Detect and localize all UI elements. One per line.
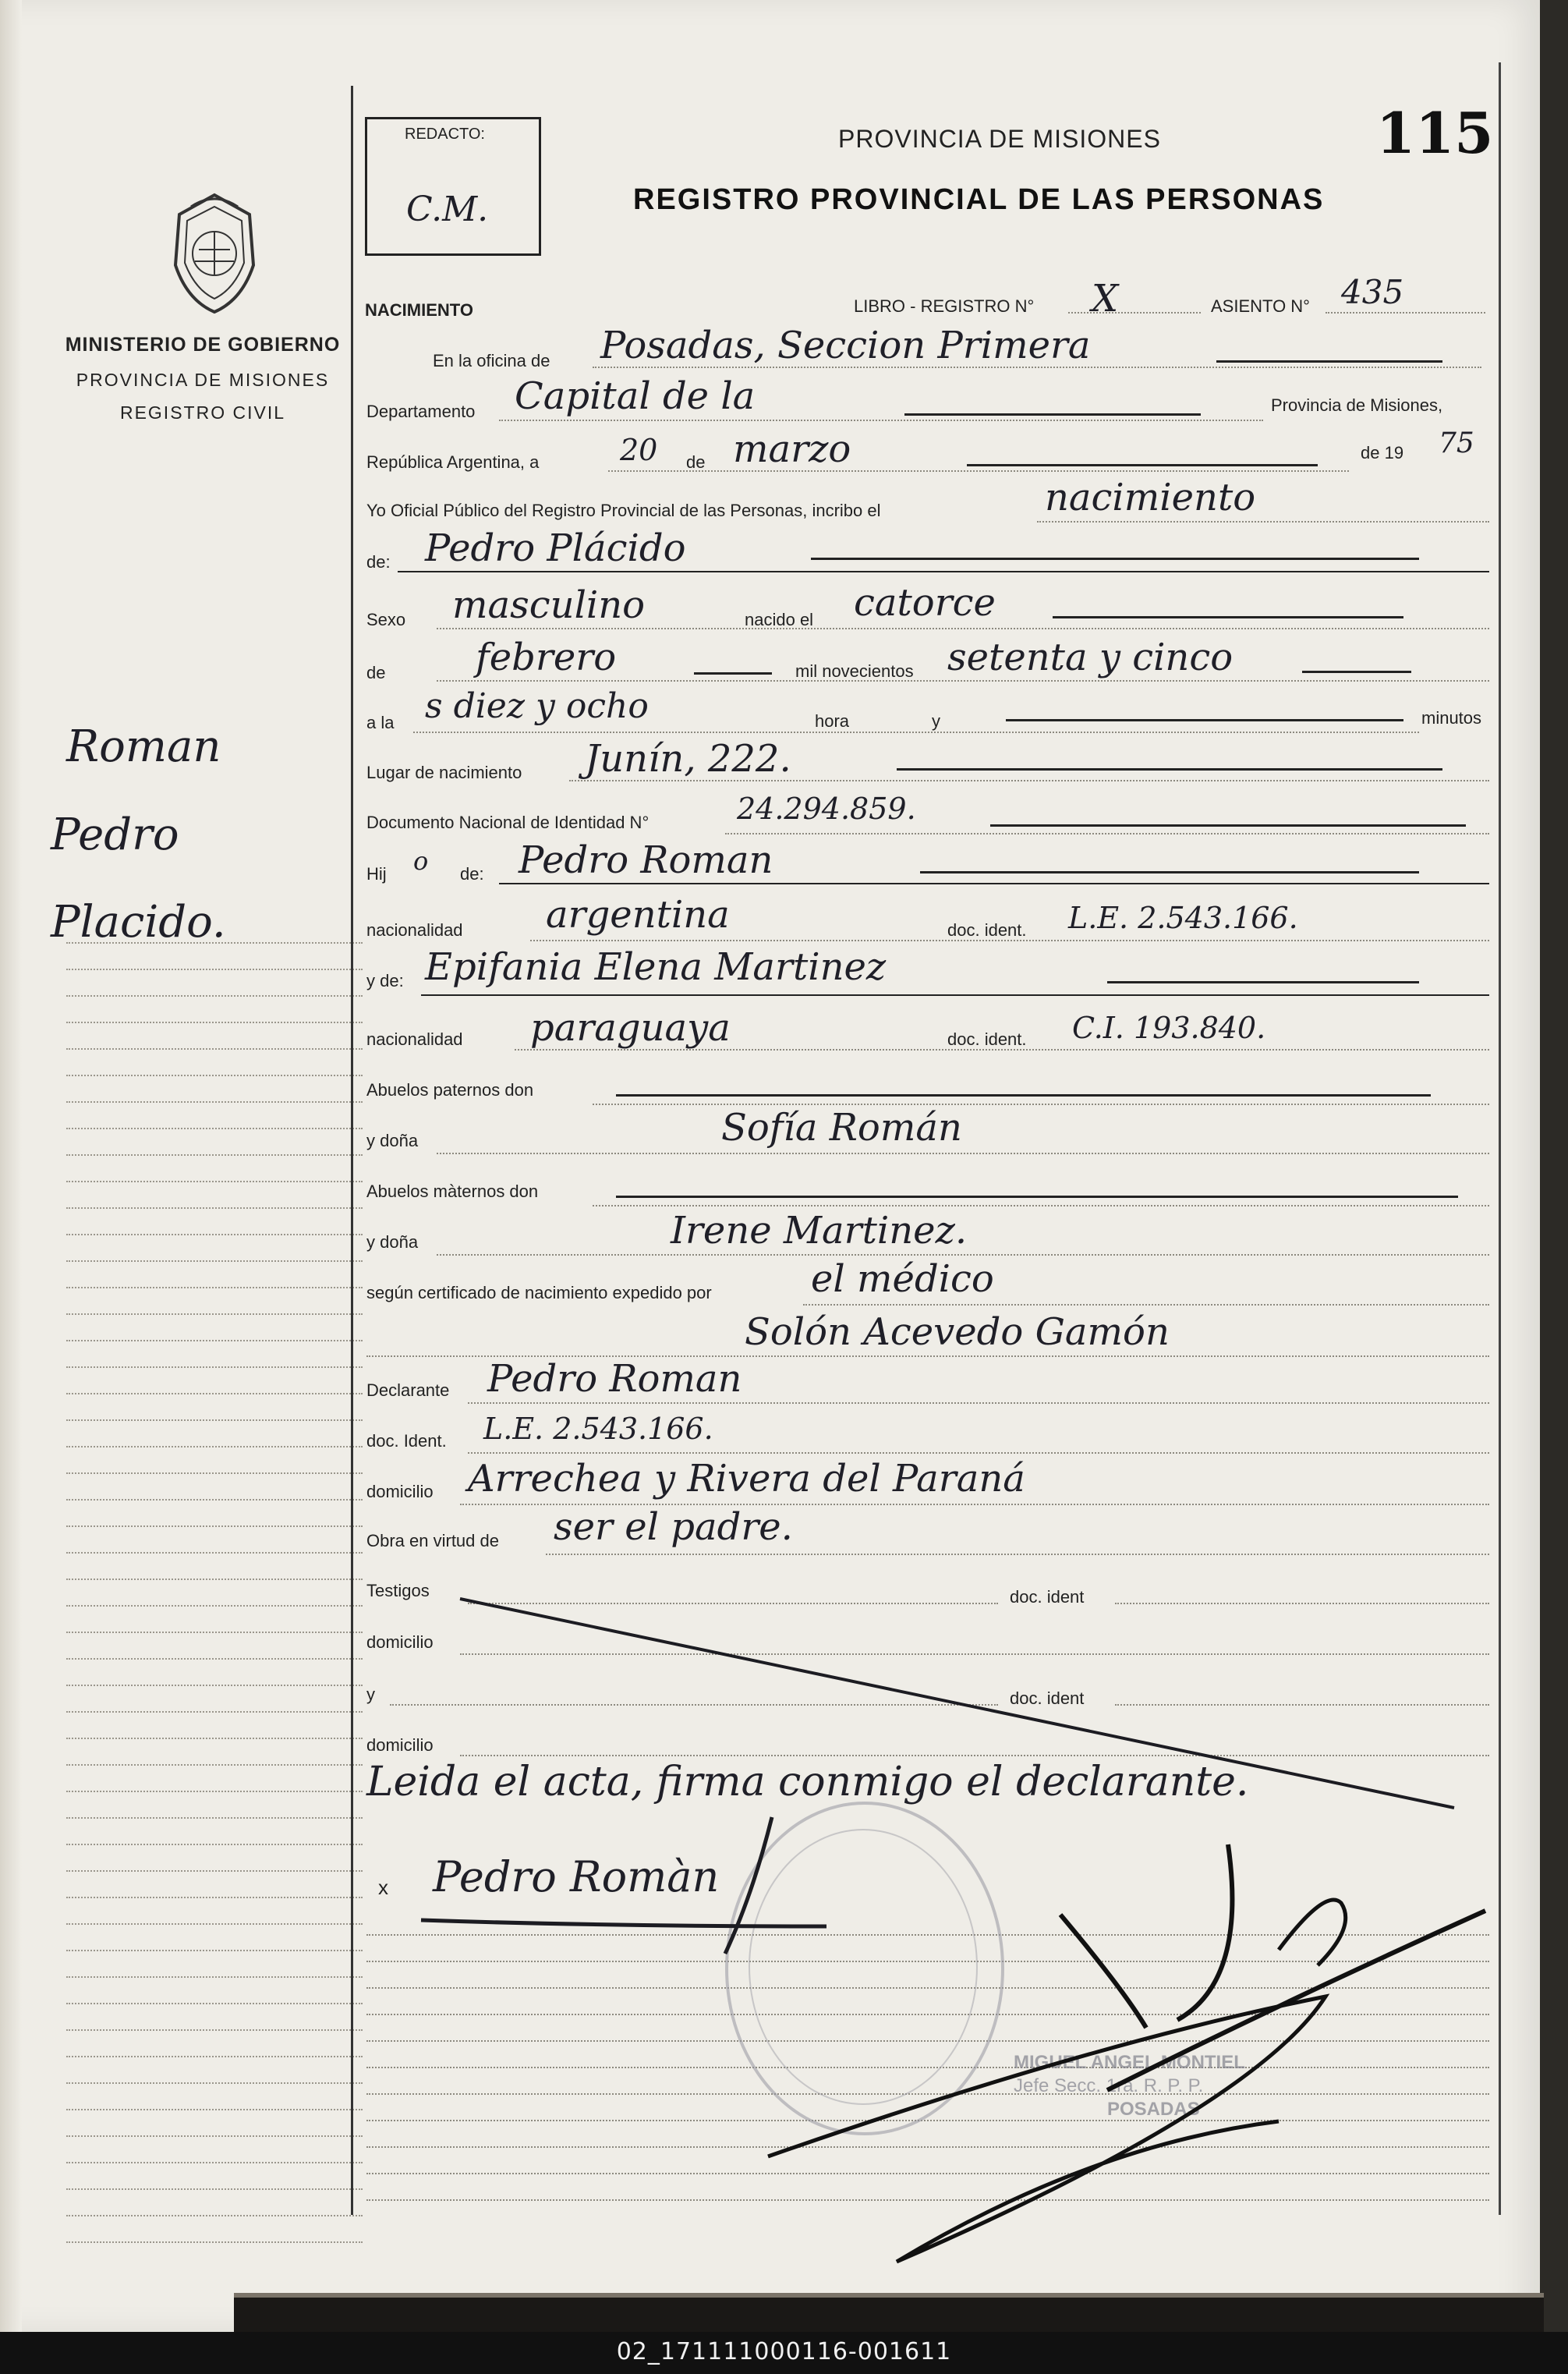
margin-panel (23, 0, 351, 2285)
anio-nac-line (1302, 671, 1411, 673)
margin-given-name: Pedro (51, 810, 179, 860)
obra-dots (546, 1554, 1489, 1555)
margin-ruled-line (66, 1472, 363, 1474)
libro-label: LIBRO - REGISTRO N° (854, 296, 1035, 316)
footer-strip (0, 2332, 1568, 2374)
abuela-materna-dots (437, 1254, 1489, 1256)
lugar-dots (569, 780, 1489, 781)
testigos-label: Testigos (366, 1581, 430, 1600)
coat-of-arms-icon (164, 191, 265, 316)
declarante-signature: Pedro Romàn (433, 1852, 720, 1901)
nombre-underline (398, 571, 1489, 572)
page-edge (0, 0, 22, 2332)
margin-ruled-line (66, 1048, 363, 1050)
nombre-line (811, 558, 1419, 560)
book-binding (234, 2293, 1544, 2337)
margin-ruled-line (66, 1287, 363, 1288)
mil-label: mil novecientos (795, 661, 914, 681)
record-type-label: NACIMIENTO (365, 300, 473, 320)
testigo1-domicilio-label: domicilio (366, 1632, 434, 1652)
ministry-province: PROVINCIA DE MISIONES (76, 370, 330, 390)
asiento-label: ASIENTO N° (1211, 296, 1310, 316)
dni-label: Documento Nacional de Identidad N° (366, 813, 649, 832)
mes-value: marzo (733, 427, 851, 471)
departamento-value: Capital de la (515, 374, 756, 418)
margin-ruled-line (66, 1101, 363, 1103)
declarante-docident-label: doc. Ident. (366, 1431, 447, 1451)
body-ruled-line (366, 2199, 1489, 2201)
margin-ruled-line (66, 1366, 363, 1368)
madre-label: y de: (366, 971, 404, 990)
asiento-line (1326, 312, 1485, 314)
hijo-suffix: o (413, 846, 429, 876)
margin-ruled-line (66, 1711, 363, 1713)
dni-line (990, 824, 1466, 827)
anio-value: 75 (1439, 427, 1474, 459)
margin-ruled-line (66, 2188, 363, 2190)
official-seal-inner-ring (749, 1829, 978, 2105)
padre-value: Pedro Roman (519, 838, 773, 882)
hijo-label: Hij (366, 864, 387, 884)
margin-ruled-line (66, 1393, 363, 1394)
margin-ruled-line (66, 1525, 363, 1527)
declarante-value: Pedro Roman (487, 1357, 742, 1401)
testigo2-y-label: y (366, 1685, 375, 1704)
padre-underline (499, 883, 1489, 884)
margin-ruled-line (66, 1340, 363, 1341)
margin-ruled-line (66, 1154, 363, 1156)
padre-nac-value: argentina (546, 893, 730, 937)
domicilio-value: Arrechea y Rivera del Paraná (468, 1457, 1025, 1501)
testigo1-domicilio-dots (460, 1653, 1489, 1655)
declarante-doc-value: L.E. 2.543.166. (483, 1412, 713, 1446)
nombre-value: Pedro Plácido (425, 526, 686, 570)
stamp-line-1: MIGUEL ANGEL MONTIEL (1014, 2052, 1245, 2073)
margin-ruled-line (66, 1658, 363, 1660)
declarante-label: Declarante (366, 1380, 450, 1400)
oficina-line (1216, 360, 1442, 363)
departamento-dots (499, 420, 1263, 421)
margin-ruled-line (66, 1738, 363, 1739)
mes-line (967, 464, 1318, 466)
anio-label: de 19 (1361, 443, 1404, 462)
de-mes-label: de (366, 663, 386, 682)
republica-label: República Argentina, a (366, 452, 540, 472)
a-la-label: a la (366, 713, 395, 732)
margin-ruled-line (66, 1923, 363, 1925)
margin-ruled-line (66, 1976, 363, 1978)
padre-docident-label: doc. ident. (947, 920, 1027, 940)
padre-nac-dots (530, 940, 1489, 941)
margin-ruled-line (66, 2215, 363, 2216)
body-ruled-line (366, 2120, 1489, 2121)
certificado-value: el médico (811, 1257, 994, 1301)
abuelos-paternos-dots (593, 1104, 1489, 1105)
madre-nac-value: paraguaya (530, 1006, 731, 1050)
margin-ruled-line (66, 1022, 363, 1023)
margin-ruled-line (66, 2241, 363, 2243)
fecha-dots (437, 680, 1489, 682)
certificado-label: según certificado de nacimiento expedido por (366, 1283, 712, 1302)
dia-value: 20 (620, 433, 658, 467)
madre-line (1107, 981, 1419, 983)
margin-ruled-line (66, 1950, 363, 1951)
redacto-box (365, 117, 541, 256)
sexo-value: masculino (452, 583, 646, 627)
abuela-materna-value: Irene Martinez. (671, 1209, 968, 1253)
margin-ruled-line (66, 1791, 363, 1792)
margin-ruled-line (66, 1764, 363, 1766)
stamp-line-3: POSADAS (1107, 2099, 1200, 2120)
madre-doc-value: C.I. 193.840. (1072, 1011, 1266, 1045)
acto-dots (1037, 521, 1489, 523)
margin-ruled-line (66, 1419, 363, 1421)
sexo-label: Sexo (366, 610, 406, 629)
margin-ruled-line (66, 1844, 363, 1845)
asiento-value: 435 (1341, 273, 1404, 311)
margin-ruled-line (66, 942, 363, 944)
madre-docident-label: doc. ident. (947, 1029, 1027, 1049)
madre-nac-label: nacionalidad (366, 1029, 463, 1049)
testigo2-domicilio-label: domicilio (366, 1735, 434, 1755)
testigo1-doc-dots (1115, 1603, 1489, 1604)
testigo1-docident-label: doc. ident (1010, 1587, 1085, 1607)
testigo2-doc-dots (1115, 1704, 1489, 1706)
dni-dots (725, 833, 1489, 834)
testigo2-domicilio-dots (460, 1755, 1489, 1756)
lugar-label: Lugar de nacimiento (366, 763, 522, 782)
provincia-label: Provincia de Misiones, (1271, 395, 1443, 415)
margin-surname: Roman (66, 721, 221, 772)
margin-ruled-line (66, 1313, 363, 1315)
margin-ruled-line (66, 1207, 363, 1209)
margin-ruled-line (66, 1499, 363, 1501)
oficina-dots (593, 367, 1481, 368)
oficina-value: Posadas, Seccion Primera (600, 324, 1091, 367)
margin-ruled-line (66, 969, 363, 970)
testigo2-dots (390, 1704, 998, 1706)
margin-ruled-line (66, 2082, 363, 2084)
domicilio-label: domicilio (366, 1482, 434, 1501)
abuelos-maternos-line (616, 1196, 1458, 1198)
abuelos-maternos-dots (593, 1205, 1489, 1206)
minutos-label: minutos (1421, 708, 1482, 728)
hora-dots (413, 732, 1419, 733)
margin-ruled-line (66, 1897, 363, 1898)
registry-title: REGISTRO PROVINCIAL DE LAS PERSONAS (633, 183, 1325, 216)
official-name-stamp (1014, 2051, 1245, 2121)
abuelos-maternos-label: Abuelos màternos don (366, 1182, 539, 1201)
madre-nac-dots (515, 1049, 1489, 1051)
margin-divider (351, 86, 353, 2215)
testigo2-docident-label: doc. ident (1010, 1688, 1085, 1708)
minutos-line (1006, 719, 1403, 721)
medico-value: Solón Acevedo Gamón (745, 1310, 1170, 1354)
nacido-value: catorce (854, 581, 996, 625)
ministry-civil-registry: REGISTRO CIVIL (119, 402, 286, 423)
madre-value: Epifania Elena Martinez (425, 945, 887, 989)
mes-nac-value: febrero (476, 636, 617, 679)
testigos-dots (468, 1603, 998, 1604)
nombre-label: de: (366, 552, 391, 572)
lugar-value: Junín, 222. (585, 737, 791, 781)
departamento-label: Departamento (366, 402, 476, 421)
obra-value: ser el padre. (554, 1505, 793, 1549)
signature-x-label: x (378, 1876, 388, 1899)
republica-dots (608, 470, 1349, 472)
padre-line (920, 871, 1419, 873)
image-caption: 02_171111000116-001611 (616, 2338, 952, 2365)
libro-value: X (1092, 277, 1119, 321)
margin-middle-name: Placido. (51, 897, 226, 948)
declarante-doc-dots (468, 1452, 1489, 1454)
obra-label: Obra en virtud de (366, 1531, 499, 1550)
abuelo-pat-dona-label: y doña (366, 1131, 419, 1150)
y-label: y (932, 711, 940, 731)
margin-ruled-line (66, 1075, 363, 1076)
redacto-label: REDACTO: (405, 126, 485, 143)
libro-line (1068, 312, 1201, 314)
leida-el-acta: Leida el acta, firma conmigo el declarante. (366, 1759, 1249, 1805)
margin-ruled-line (66, 1870, 363, 1872)
horas-label: hora (815, 711, 850, 731)
hijo-de-label: de: (460, 864, 484, 884)
hora-value: s diez y ocho (425, 686, 649, 726)
stamp-line-2: Jefe Secc. 1ra. R. P. P. (1014, 2075, 1204, 2096)
margin-ruled-line (66, 2003, 363, 2004)
body-ruled-line (366, 2146, 1489, 2148)
margin-ruled-line (66, 1260, 363, 1262)
margin-ruled-line (66, 1685, 363, 1686)
lugar-line (897, 768, 1442, 771)
province-title: PROVINCIA DE MISIONES (838, 125, 1161, 153)
sexo-dots (437, 628, 1489, 629)
padre-doc-value: L.E. 2.543.166. (1068, 901, 1298, 935)
abuelos-paternos-label: Abuelos paternos don (366, 1080, 534, 1100)
padre-nac-label: nacionalidad (366, 920, 463, 940)
anio-nac-value: setenta y cinco (947, 636, 1234, 679)
official-signature-3 (1279, 1900, 1346, 1965)
margin-ruled-line (66, 2029, 363, 2031)
margin-ruled-line (66, 2162, 363, 2163)
page-number: 115 (1376, 100, 1494, 166)
margin-ruled-line (66, 1446, 363, 1447)
margin-ruled-line (66, 995, 363, 997)
redacto-value: C.M. (406, 190, 489, 229)
abuelos-paternos-line (616, 1094, 1431, 1097)
departamento-line (904, 413, 1201, 416)
mes-nac-line (694, 672, 772, 675)
margin-ruled-line (66, 1817, 363, 1819)
margin-ruled-line (66, 1128, 363, 1129)
margin-ruled-line (66, 2056, 363, 2057)
right-border (1499, 62, 1501, 2215)
abuela-paterna-value: Sofía Román (721, 1106, 962, 1150)
oficina-label: En la oficina de (433, 351, 550, 370)
margin-ruled-line (66, 2109, 363, 2110)
body-ruled-line (366, 2173, 1489, 2174)
margin-ruled-line (66, 2135, 363, 2137)
margin-ruled-line (66, 1552, 363, 1554)
de-label: de (686, 452, 706, 472)
margin-ruled-line (66, 1605, 363, 1607)
margin-ruled-line (66, 1234, 363, 1235)
declarante-dots (468, 1402, 1489, 1404)
acto-value: nacimiento (1045, 476, 1256, 519)
abuela-paterna-dots (437, 1153, 1489, 1154)
certificado-dots (803, 1304, 1489, 1306)
margin-ruled-line (66, 1632, 363, 1633)
madre-underline (421, 994, 1489, 996)
margin-ruled-line (66, 1181, 363, 1182)
dni-value: 24.294.859. (737, 792, 916, 826)
abuela-mat-dona-label: y doña (366, 1232, 419, 1252)
oficial-text: Yo Oficial Público del Registro Provincial de las Personas, incribo el (366, 501, 881, 520)
margin-ruled-line (66, 1579, 363, 1580)
ministry-title: MINISTERIO DE GOBIERNO (65, 334, 341, 356)
nacido-line (1053, 616, 1403, 618)
nacido-label: nacido el (745, 610, 814, 629)
